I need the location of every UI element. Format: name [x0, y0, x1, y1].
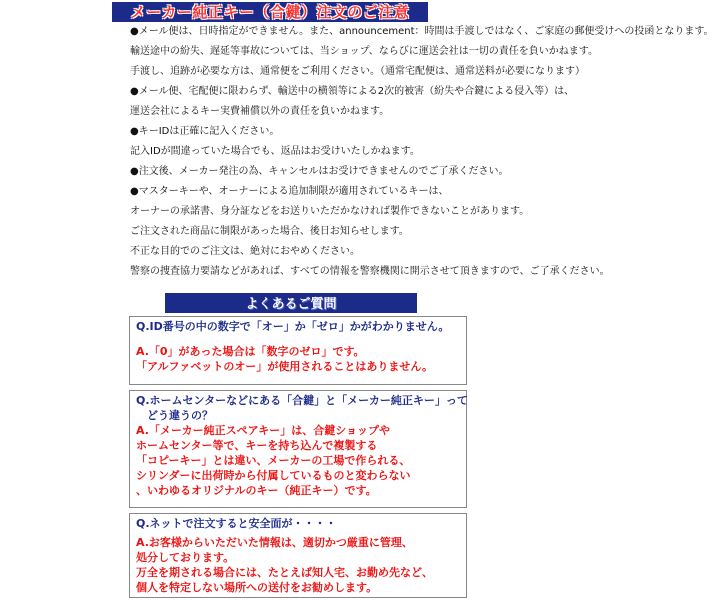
notice-line: 輸送途中の紛失、遅延等事故については、当ショップ、ならびに運送会社は一切の責任を負いかねます。 — [130, 46, 598, 57]
faq-item-2 — [129, 390, 467, 508]
faq-item-3 — [129, 513, 467, 598]
title-banner — [112, 2, 428, 22]
notice-line: 不正な目的でのご注文は、絶対におやめください。 — [130, 246, 360, 257]
notice-line: 記入IDが間違っていた場合でも、返品はお受けいたしかねます。 — [130, 146, 420, 157]
notice-line: ●メール便、宅配便に限わらず、輸送中の横領等による2次的被害（紛失や合鍵による侵入等）は、 — [130, 86, 575, 97]
notice-line: ●メール便は、日時指定ができません。また、announcement：時間は手渡しではなく、ご家庭の郵便受けへの投函となります。 — [130, 26, 714, 37]
notice-line: 運送会社によるキー実費補償以外の責任を負いかねます。 — [130, 106, 390, 117]
faq-question: Q.ID番号の中の数字で「オー」か「ゼロ」かがわかりません。 — [136, 320, 450, 333]
notice-line: ●キーIDは正確に記入ください。 — [130, 126, 280, 137]
notice-line: ●マスターキーや、オーナーによる追加制限が適用されているキーは、 — [130, 186, 449, 197]
faq-question: Q.ネットで注文すると安全面が・・・・ — [136, 517, 337, 530]
page-title: メーカー純正キー（合鍵）注文のご注意 — [130, 3, 410, 21]
faq-answer: A.「0」があった場合は「数字のゼロ」です。 「アルファベットのオー」が使用されることはありません。 — [136, 345, 433, 373]
notice-line: ●注文後、メーカー発注の為、キャンセルはお受けできませんのでご了承ください。 — [130, 166, 509, 177]
notice-line: オーナーの承諾書、身分証などをお送りいただかなければ製作できないことがあります。 — [130, 206, 530, 217]
faq-answer: A.お客様からいただいた情報は、適切かつ厳重に管理、 処分しております。 万全を期される場合には、たとえば知人宅、お勤め先など、 個人を特定しない場所への送付をお勧めします。 — [136, 536, 433, 594]
notice-line: 警察の捜査協力要請などがあれば、すべての情報を警察機関に開示させて頂きますので、ご了承ください。 — [130, 266, 610, 277]
faq-answer: A.「メーカー純正スペアキー」は、合鍵ショップや ホームセンター等で、キーを持ち込んで複製する 「コピーキー」とは違い、メーカーの工場で作られる、 シリンダーに出荷時から付属しているものと変わらない 、いわゆるオリジナルのキー（純正キー）です。 — [136, 424, 411, 497]
notice-section — [130, 22, 714, 282]
faq-question: Q.ホームセンターなどにある「合鍵」と「メーカー純正キー」って どう違うの？ — [136, 394, 468, 422]
notice-line: ご注文された商品に制限があった場合、後日お知らせします。 — [130, 226, 409, 237]
faq-heading-banner — [165, 293, 417, 313]
faq-heading: よくあるご質問 — [245, 297, 337, 312]
notice-line: 手渡し、追跡が必要な方は、通常便をご利用ください。（通常宅配便は、通常送料が必要になります） — [130, 66, 585, 77]
faq-item-1 — [129, 316, 467, 385]
